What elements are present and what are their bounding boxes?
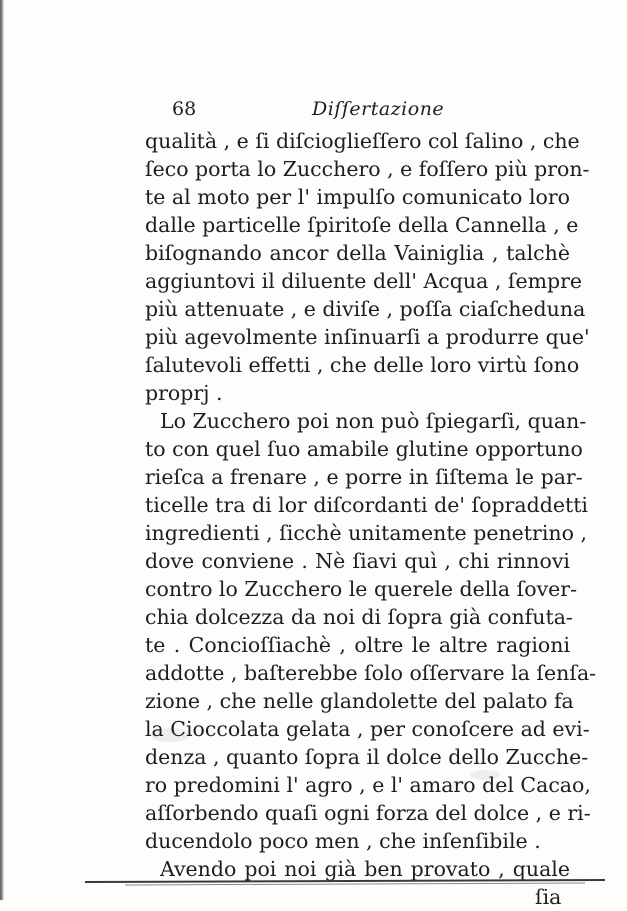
text-line: la Cioccolata gelata , per conoſcere ad evi-: [145, 717, 590, 741]
text-line: più agevolmente inſinuarſi a produrre que': [145, 325, 590, 349]
text-line: qualità , e ſi diſcioglieſſero col ſalino , che: [145, 129, 580, 153]
page-header: [172, 98, 592, 126]
text-line: dalle particelle ſpiritoſe della Cannella , e: [145, 213, 579, 237]
text-line: proprj .: [145, 381, 223, 405]
paper-stain: [470, 770, 500, 780]
text-line: denza , quanto ſopra il dolce dello Zucche-: [145, 745, 589, 769]
text-line: addotte , baſterebbe ſolo oſſervare la ſenſa-: [145, 661, 597, 685]
text-line: ro predomini l' agro , e l' amaro del Cacao,: [145, 773, 591, 797]
text-line: ticelle tra di lor diſcordanti de' ſopraddetti: [145, 493, 588, 517]
paragraph-start-line: Lo Zucchero poi non può ſpiegarſi, quan-: [160, 409, 587, 433]
page-bottom-edge: [85, 878, 605, 886]
page-edge-line: [125, 883, 585, 885]
page-edge-line: [85, 880, 605, 882]
text-line: ingredienti , ſicchè unitamente penetrino ,: [145, 521, 587, 545]
text-line: te . Concioſſiachè , oltre le altre ragioni: [145, 633, 570, 657]
text-line: dove conviene . Nè ſiavi quì , chi rinnovi: [145, 549, 570, 573]
page-number: 68: [172, 98, 197, 120]
text-line: biſognando ancor della Vainiglia , talchè: [145, 241, 570, 265]
paragraph-start-line: Avendo poi noi già ben provato , quale: [160, 857, 570, 881]
catchword: ſia: [535, 885, 562, 909]
text-line: rieſca a frenare , e porre in ſiſtema le par-: [145, 465, 583, 489]
text-line: zione , che nelle glandolette del palato fa: [145, 689, 574, 713]
text-line: ſeco porta lo Zucchero , e foſſero più pron-: [145, 157, 590, 181]
page-edge-shadow: [0, 0, 4, 900]
text-line: ſalutevoli effetti , che delle loro virtù ſono: [145, 353, 580, 377]
text-line: aggiuntovi il diluente dell' Acqua , ſempre: [145, 269, 583, 293]
text-line: ducendolo poco men , che inſenſibile .: [145, 829, 541, 853]
running-title: Diſſertazione: [312, 98, 445, 120]
text-line: più attenuate , e diviſe , poſſa ciaſcheduna: [145, 297, 586, 321]
text-line: chia dolcezza da noi di ſopra già confuta-: [145, 605, 573, 629]
text-line: to con quel ſuo amabile glutine opportuno: [145, 437, 583, 461]
text-line: contro lo Zucchero le querele della ſover-: [145, 577, 578, 601]
text-line: te al moto per l' impulſo comunicato loro: [145, 185, 570, 209]
text-line: aſſorbendo quaſi ogni forza del dolce , e ri-: [145, 801, 591, 825]
paper-stain: [150, 728, 190, 742]
